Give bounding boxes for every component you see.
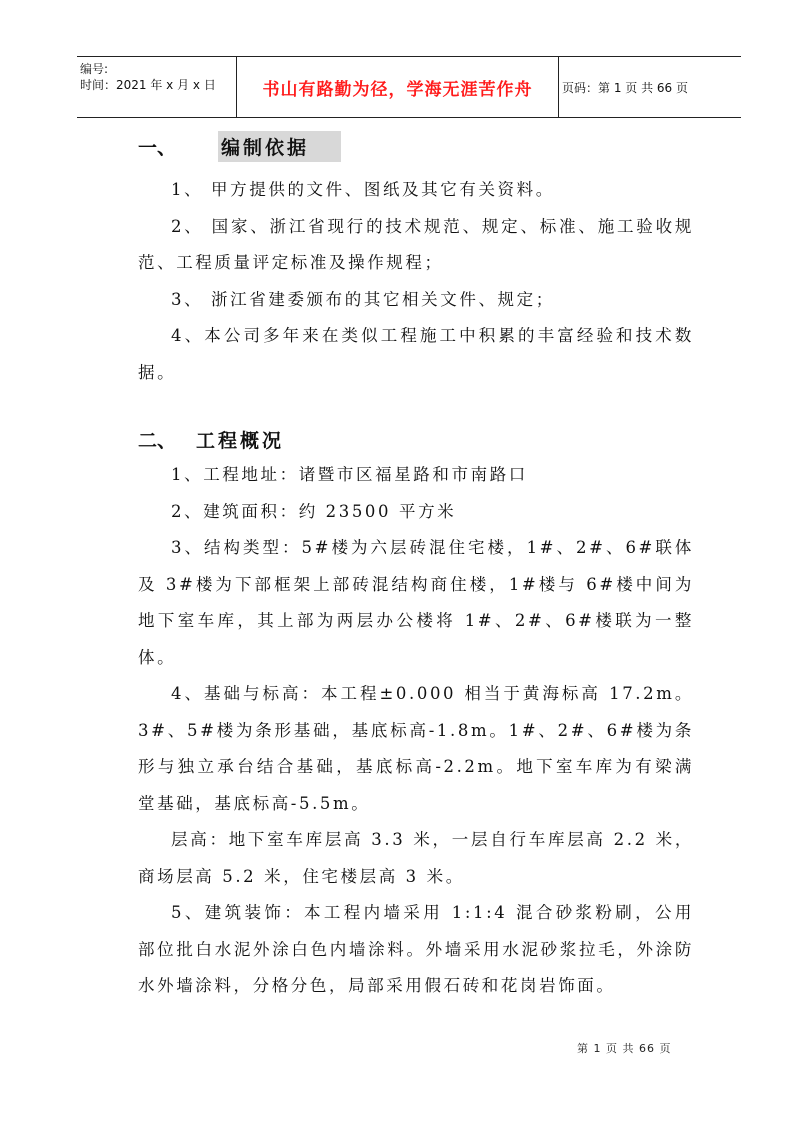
paragraph: 4、基础与标高：本工程±0.000 相当于黄海标高 17.2m。3#、5#楼为条形基础，基底标高-1.8m。1#、2#、6#楼为条形与独立承台结合基础，基底标高-2.2m。地下室车库为有梁满堂基础，基底标高-5.5m。 — [138, 684, 694, 813]
paragraph: 层高：地下室车库层高 3.3 米，一层自行车库层高 2.2 米，商场层高 5.2 米，住宅楼层高 3 米。 — [138, 830, 694, 886]
header-motto: 书山有路勤为径，学海无涯苦作舟 — [237, 57, 559, 117]
section-title: 编制依据 — [218, 131, 341, 162]
paragraph: 1、 甲方提供的文件、图纸及其它有关资料。 — [171, 180, 555, 199]
paragraph: 1、工程地址：诸暨市区福星路和市南路口 — [171, 465, 528, 484]
section-number: 一、 — [138, 136, 177, 159]
header-info-cell — [77, 57, 237, 117]
paragraph: 2、建筑面积：约 23500 平方米 — [171, 501, 457, 521]
number-label: 编号: — [80, 62, 109, 76]
document-body — [138, 128, 694, 1005]
paragraph: 3、 浙江省建委颁布的其它相关文件、规定； — [171, 289, 555, 309]
document-header — [77, 56, 741, 118]
time-label: 时间：2021 年 x 月 x 日 — [80, 78, 216, 92]
paragraph: 4、本公司多年来在类似工程施工中积累的丰富经验和技术数据。 — [138, 326, 694, 382]
paragraph: 3、结构类型：5#楼为六层砖混住宅楼，1#、2#、6#联体及 3#楼为下部框架上部砖混结构商住楼，1#楼与 6#楼中间为地下室车库，其上部为两层办公楼将 1#、2#、6#楼联为一整体。 — [138, 538, 694, 667]
paragraph: 5、建筑装饰：本工程内墙采用 1:1:4 混合砂浆粉刷，公用部位批白水泥外涂白色内墙涂料。外墙采用水泥砂浆拉毛，外涂防水外墙涂料，分格分色，局部采用假石砖和花岗岩饰面。 — [138, 903, 694, 995]
header-page-label: 页码：第 1 页 共 66 页 — [562, 80, 688, 95]
section-title: 工程概况 — [196, 429, 285, 452]
section-heading-1 — [138, 128, 694, 164]
page-footer: 第 1 页 共 66 页 — [577, 1042, 672, 1055]
section-heading-2 — [138, 421, 694, 457]
section-number: 二、 — [138, 429, 177, 452]
paragraph: 2、 国家、浙江省现行的技术规范、规定、标准、施工验收规范、工程质量评定标准及操作规程； — [138, 216, 694, 272]
